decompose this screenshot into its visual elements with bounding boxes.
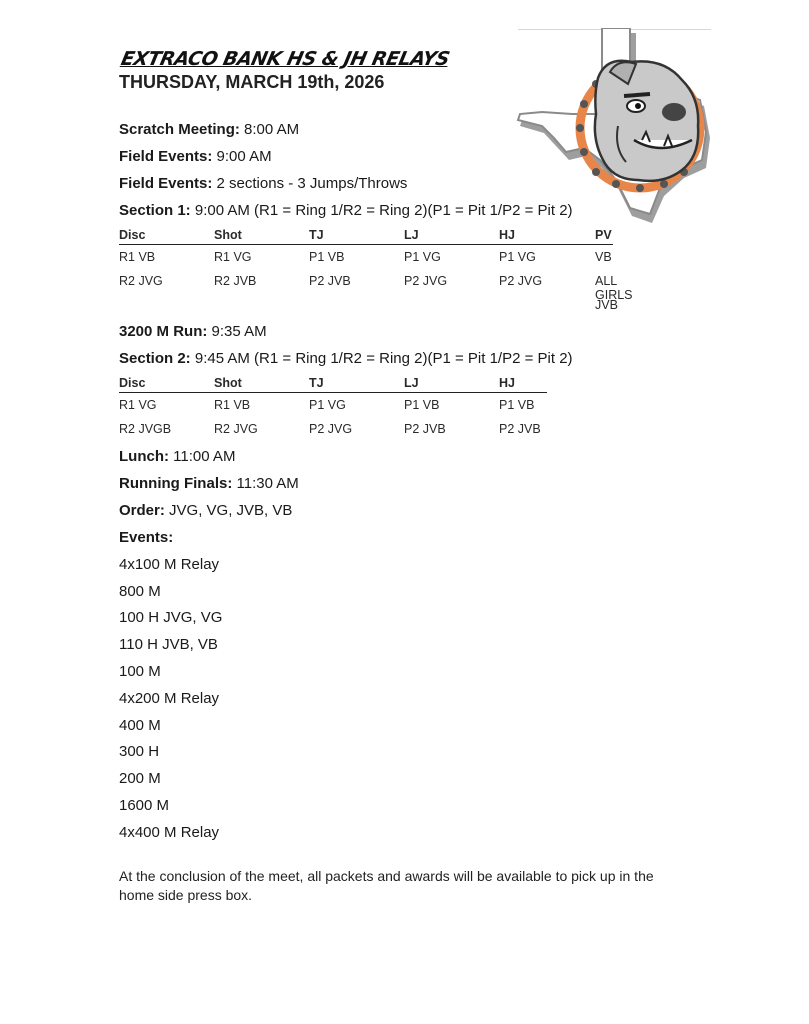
- order-line: [119, 502, 292, 519]
- table-cell: P2 JVB: [499, 422, 541, 436]
- table-cell: R2 JVGB: [119, 422, 172, 436]
- scratch-value: 8:00 AM: [244, 121, 300, 138]
- col-lj: LJ: [404, 376, 419, 390]
- field-value: 9:00 AM: [216, 148, 272, 165]
- event-item: 110 H JVB, VB: [119, 636, 218, 653]
- event-item: 800 M: [119, 583, 161, 600]
- table-cell: P2 JVG: [309, 422, 353, 436]
- col-hj: HJ: [499, 376, 515, 390]
- lunch-line: [119, 448, 235, 465]
- run3200-value: 9:35 AM: [211, 323, 267, 340]
- table-cell: P1 VB: [499, 398, 535, 412]
- table-header: [119, 228, 613, 245]
- section1-line: [119, 202, 573, 219]
- col-tj: TJ: [309, 228, 324, 242]
- table-cell: R1 VG: [119, 398, 157, 412]
- table-cell: R1 VG: [214, 250, 252, 264]
- events-label: Events:: [119, 529, 174, 546]
- event-item: 4x100 M Relay: [119, 556, 220, 573]
- field-events-sections-line: [119, 175, 407, 192]
- section1-label: Section 1:: [119, 202, 191, 219]
- table-cell: ALL GIRLS: [595, 274, 633, 302]
- scratch-meeting-line: [119, 121, 299, 138]
- table-cell: R1 VB: [119, 250, 156, 264]
- events-heading: [119, 529, 173, 546]
- meet-date: THURSDAY, MARCH 19th, 2026: [119, 72, 385, 92]
- event-item: 4x400 M Relay: [119, 824, 220, 841]
- table-cell: P2 JVG: [404, 274, 448, 288]
- table-cell: P1 VB: [404, 398, 440, 412]
- table-cell: VB: [595, 250, 612, 264]
- section2-value: 9:45 AM (R1 = Ring 1/R2 = Ring 2)(P1 = Pit 1/P2 = Pit 2): [194, 350, 573, 367]
- table-cell: R2 JVG: [119, 274, 163, 288]
- col-hj: HJ: [499, 228, 515, 242]
- event-item: 100 H JVG, VG: [119, 609, 223, 626]
- lunch-value: 11:00 AM: [173, 448, 236, 465]
- order-value: JVG, VG, JVB, VB: [169, 502, 293, 519]
- table-cell: R2 JVB: [214, 274, 257, 288]
- table-cell: JVB: [595, 298, 618, 312]
- col-disc: Disc: [119, 376, 146, 390]
- table-cell: P1 VG: [404, 250, 441, 264]
- table-row: [119, 393, 547, 417]
- run3200-label: 3200 M Run:: [119, 323, 208, 340]
- event-item: 100 M: [119, 663, 161, 680]
- running-finals-line: [119, 475, 299, 492]
- field-label: Field Events:: [119, 148, 213, 165]
- order-label: Order:: [119, 502, 165, 519]
- section1-value: 9:00 AM (R1 = Ring 1/R2 = Ring 2)(P1 = Pit 1/P2 = Pit 2): [194, 202, 573, 219]
- col-shot: Shot: [214, 228, 242, 242]
- event-item: 200 M: [119, 770, 161, 787]
- footer-note: At the conclusion of the meet, all packets and awards will be available to pick up in the home side press box.: [119, 868, 654, 903]
- col-lj: LJ: [404, 228, 419, 242]
- col-pv: PV: [595, 228, 612, 242]
- event-item: 300 H: [119, 743, 160, 760]
- scratch-label: Scratch Meeting:: [119, 121, 240, 138]
- finals-value: 11:30 AM: [236, 475, 299, 492]
- col-disc: Disc: [119, 228, 146, 242]
- field-events-line: [119, 148, 272, 165]
- event-item: 1600 M: [119, 797, 170, 814]
- col-shot: Shot: [214, 376, 242, 390]
- section2-label: Section 2:: [119, 350, 191, 367]
- event-item: 400 M: [119, 717, 161, 734]
- table-cell: P1 VB: [309, 250, 345, 264]
- bulldog-texas-logo: [514, 28, 714, 228]
- field2-value: 2 sections - 3 Jumps/Throws: [216, 175, 408, 192]
- finals-label: Running Finals:: [119, 475, 233, 492]
- section1-table: [119, 228, 633, 317]
- table-cell: P2 JVB: [404, 422, 446, 436]
- section2-line: [119, 350, 573, 367]
- col-tj: TJ: [309, 376, 324, 390]
- section2-table: [119, 376, 547, 441]
- table-header: [119, 376, 547, 393]
- table-cell: P1 VG: [309, 398, 346, 412]
- table-cell: P1 VG: [499, 250, 536, 264]
- table-row: [119, 293, 618, 317]
- table-row: [119, 417, 547, 441]
- table-row: [119, 269, 633, 302]
- table-row: [119, 245, 613, 269]
- event-item: 4x200 M Relay: [119, 690, 220, 707]
- meet-title: EXTRACO BANK HS & JH RELAYS: [119, 48, 452, 70]
- run3200-line: [119, 323, 267, 340]
- table-cell: P2 JVB: [309, 274, 351, 288]
- table-cell: R1 VB: [214, 398, 251, 412]
- lunch-label: Lunch:: [119, 448, 169, 465]
- table-cell: P2 JVG: [499, 274, 543, 288]
- field2-label: Field Events:: [119, 175, 213, 192]
- table-cell: R2 JVG: [214, 422, 258, 436]
